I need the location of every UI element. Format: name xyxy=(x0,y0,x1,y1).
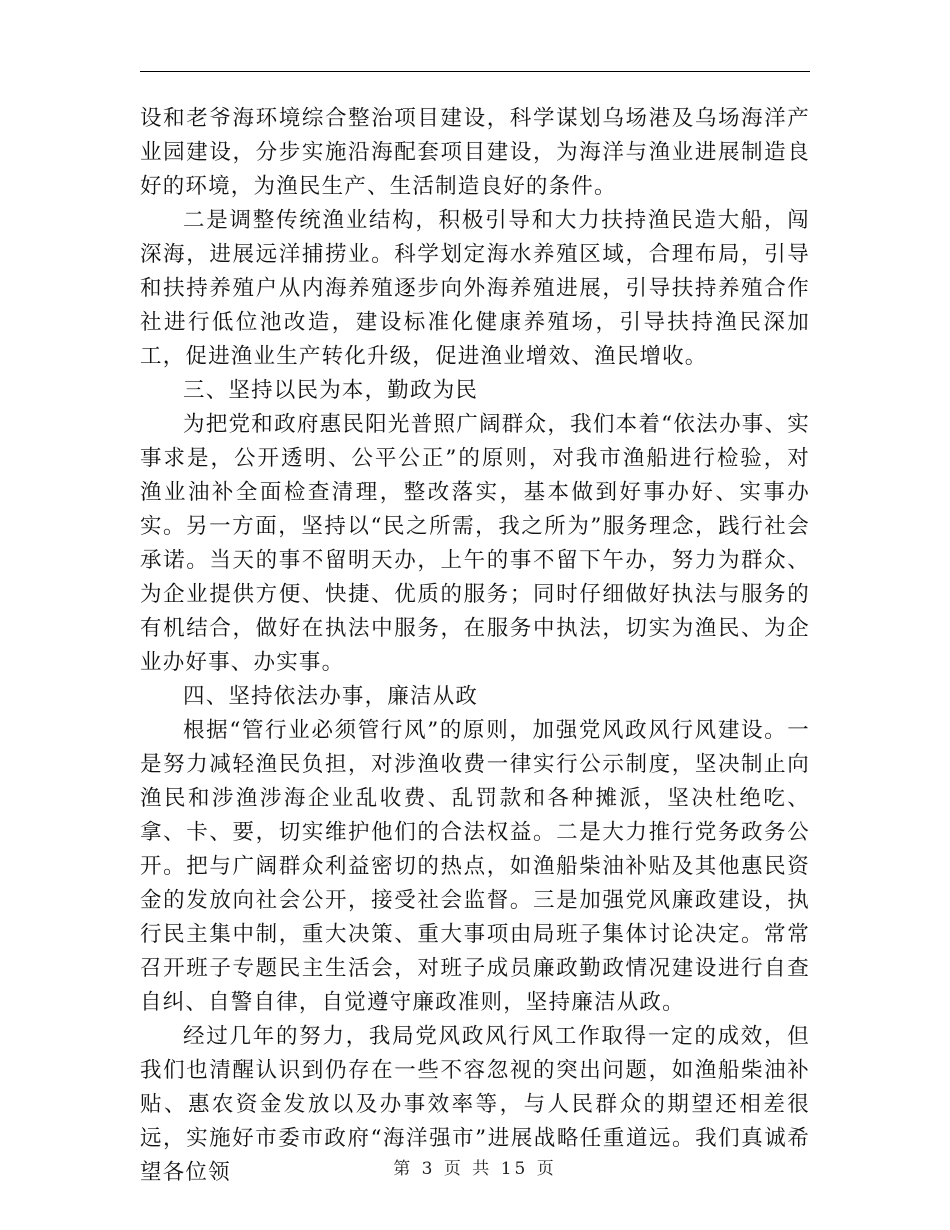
paragraph-integrity: 根据“管行业必须管行风”的原则，加强党风政风行风建设。一是努力减轻渔民负担，对涉渔收费一律实行公示制度，坚决制止向渔民和涉渔涉海企业乱收费、乱罚款和各种摊派，坚决杜绝吃、拿、卡、要，切实维护他们的合法权益。二是大力推行党务政务公开。把与广阔群众利益密切的热点，如渔船柴油补贴及其他惠民资金的发放向社会公开，接受社会监督。三是加强党风廉政建设，执行民主集中制，重大决策、重大事项由局班子集体讨论决定。常常召开班子专题民主生活会，对班子成员廉政勤政情况建设进行自查自纠、自警自律，自觉遵守廉政准则，坚持廉洁从政。 xyxy=(140,718,810,1015)
paragraph-continuation: 设和老爷海环境综合整治项目建设，科学谋划乌场港及乌场海洋产业园建设，分步实施沿海配套项目建设，为海洋与渔业进展制造良好的环境，为渔民生产、生活制造良好的条件。 xyxy=(140,106,810,199)
paragraph-fishery-structure: 二是调整传统渔业结构，积极引导和大力扶持渔民造大船，闯深海，进展远洋捕捞业。科学划定海水养殖区域，合理布局，引导和扶持养殖户从内海养殖逐步向外海养殖进展，引导扶持养殖合作社进行低位池改造，建设标准化健康养殖场，引导扶持渔民深加工，促进渔业生产转化升级，促进渔业增效、渔民增收。 xyxy=(140,208,810,369)
section-heading-3: 三、坚持以民为本，勤政为民 xyxy=(183,378,479,403)
page-number-footer: 第 3 页 共 15 页 xyxy=(393,1159,557,1179)
section-heading-4: 四、坚持依法办事，廉洁从政 xyxy=(183,684,479,709)
paragraph-people-first: 为把党和政府惠民阳光普照广阔群众，我们本着“依法办事、实事求是，公开透明、公平公正”的原则，对我市渔船进行检验，对渔业油补全面检查清理，整改落实，基本做到好事办好、实事办实。另一方面，坚持以“民之所需，我之所为”服务理念，践行社会承诺。当天的事不留明天办，上午的事不留下午办，努力为群众、为企业提供方便、快捷、优质的服务；同时仔细做好执法与服务的有机结合，做好在执法中服务，在服务中执法，切实为渔民、为企业办好事、办实事。 xyxy=(140,412,810,675)
paragraph-conclusion: 经过几年的努力，我局党风政风行风工作取得一定的成效，但我们也清醒认识到仍存在一些不容忽视的突出问题，如渔船柴油补贴、惠农资金发放以及办事效率等，与人民群众的期望还相差很远，实施好市委市政府“海洋强市”进展战略任重道远。我们真诚希望各位领 xyxy=(140,1024,810,1185)
header-rule xyxy=(140,71,810,72)
document-body xyxy=(140,102,810,1190)
